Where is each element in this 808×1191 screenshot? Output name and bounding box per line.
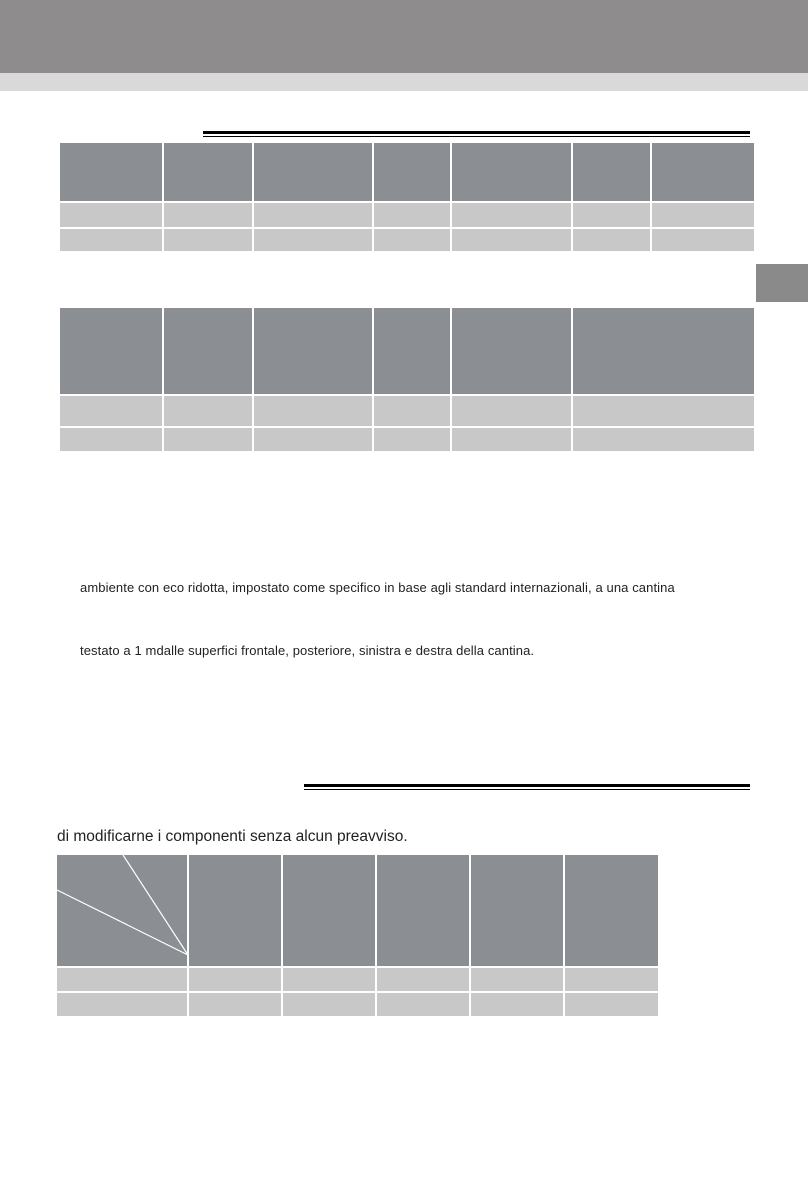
table-cell [282,992,376,1017]
table-cell [253,308,373,395]
table-cell [188,992,282,1017]
page-header-strip [0,73,808,91]
table-cell [188,967,282,992]
table-cell [470,967,564,992]
section-rule-top [203,131,750,137]
table-cell [470,855,564,967]
table-cell [451,202,572,228]
table-cell [253,427,373,452]
table-cell [373,202,451,228]
table-cell [376,855,470,967]
table-cell [470,992,564,1017]
table-cell [572,427,754,452]
section-tab [756,264,808,302]
table-cell [60,395,163,427]
table-cell [282,855,376,967]
table-cell [376,967,470,992]
body-text-line-2: testato a 1 mdalle superfici frontale, posteriore, sinistra e destra della cantina. [80,643,535,658]
table-cell [57,992,188,1017]
table-cell [564,992,658,1017]
table-cell [564,855,658,967]
table-cell [451,228,572,252]
table-cell [651,202,754,228]
table-cell [572,202,651,228]
table-cell [572,228,651,252]
table-cell [60,228,163,252]
table-cell [373,308,451,395]
table-cell [651,228,754,252]
table-cell [451,143,572,202]
table-cell [373,143,451,202]
body-text-line-1: ambiente con eco ridotta, impostato come specifico in base agli standard internazionali, a una cantina [80,580,675,595]
page-header-band [0,0,808,73]
table-row [57,992,658,1017]
table-cell [373,427,451,452]
table-header-row [60,143,754,202]
table-row [60,202,754,228]
table-cell [163,143,253,202]
spec-table-3-wrapper [57,855,658,1020]
table-cell [163,228,253,252]
table-row [60,395,754,427]
table-cell [163,427,253,452]
section-rule-bottom [304,784,750,790]
table-cell [163,308,253,395]
table-cell [60,308,163,395]
spec-table-1 [60,143,754,253]
table-cell [373,228,451,252]
table-cell [373,395,451,427]
table-cell [651,143,754,202]
table-cell [188,855,282,967]
table-cell [376,992,470,1017]
table-cell [253,395,373,427]
table-cell [163,395,253,427]
table-cell [564,967,658,992]
spec-table-2 [60,308,754,453]
table-cell [57,967,188,992]
table-cell [572,395,754,427]
table-cell [451,308,572,395]
table-cell [253,228,373,252]
table-cell [60,143,163,202]
table-row [57,967,658,992]
table-row [60,228,754,252]
table-cell [60,427,163,452]
table-row [60,427,754,452]
table-cell [253,202,373,228]
table-cell [60,202,163,228]
notice-text: di modificarne i componenti senza alcun preavviso. [57,828,408,845]
table-cell [572,308,754,395]
table-header-row [60,308,754,395]
table-cell [282,967,376,992]
table-cell [163,202,253,228]
table-cell [451,395,572,427]
diagonal-header-divider [57,855,188,955]
table-cell [253,143,373,202]
table-cell [572,143,651,202]
table-cell [451,427,572,452]
